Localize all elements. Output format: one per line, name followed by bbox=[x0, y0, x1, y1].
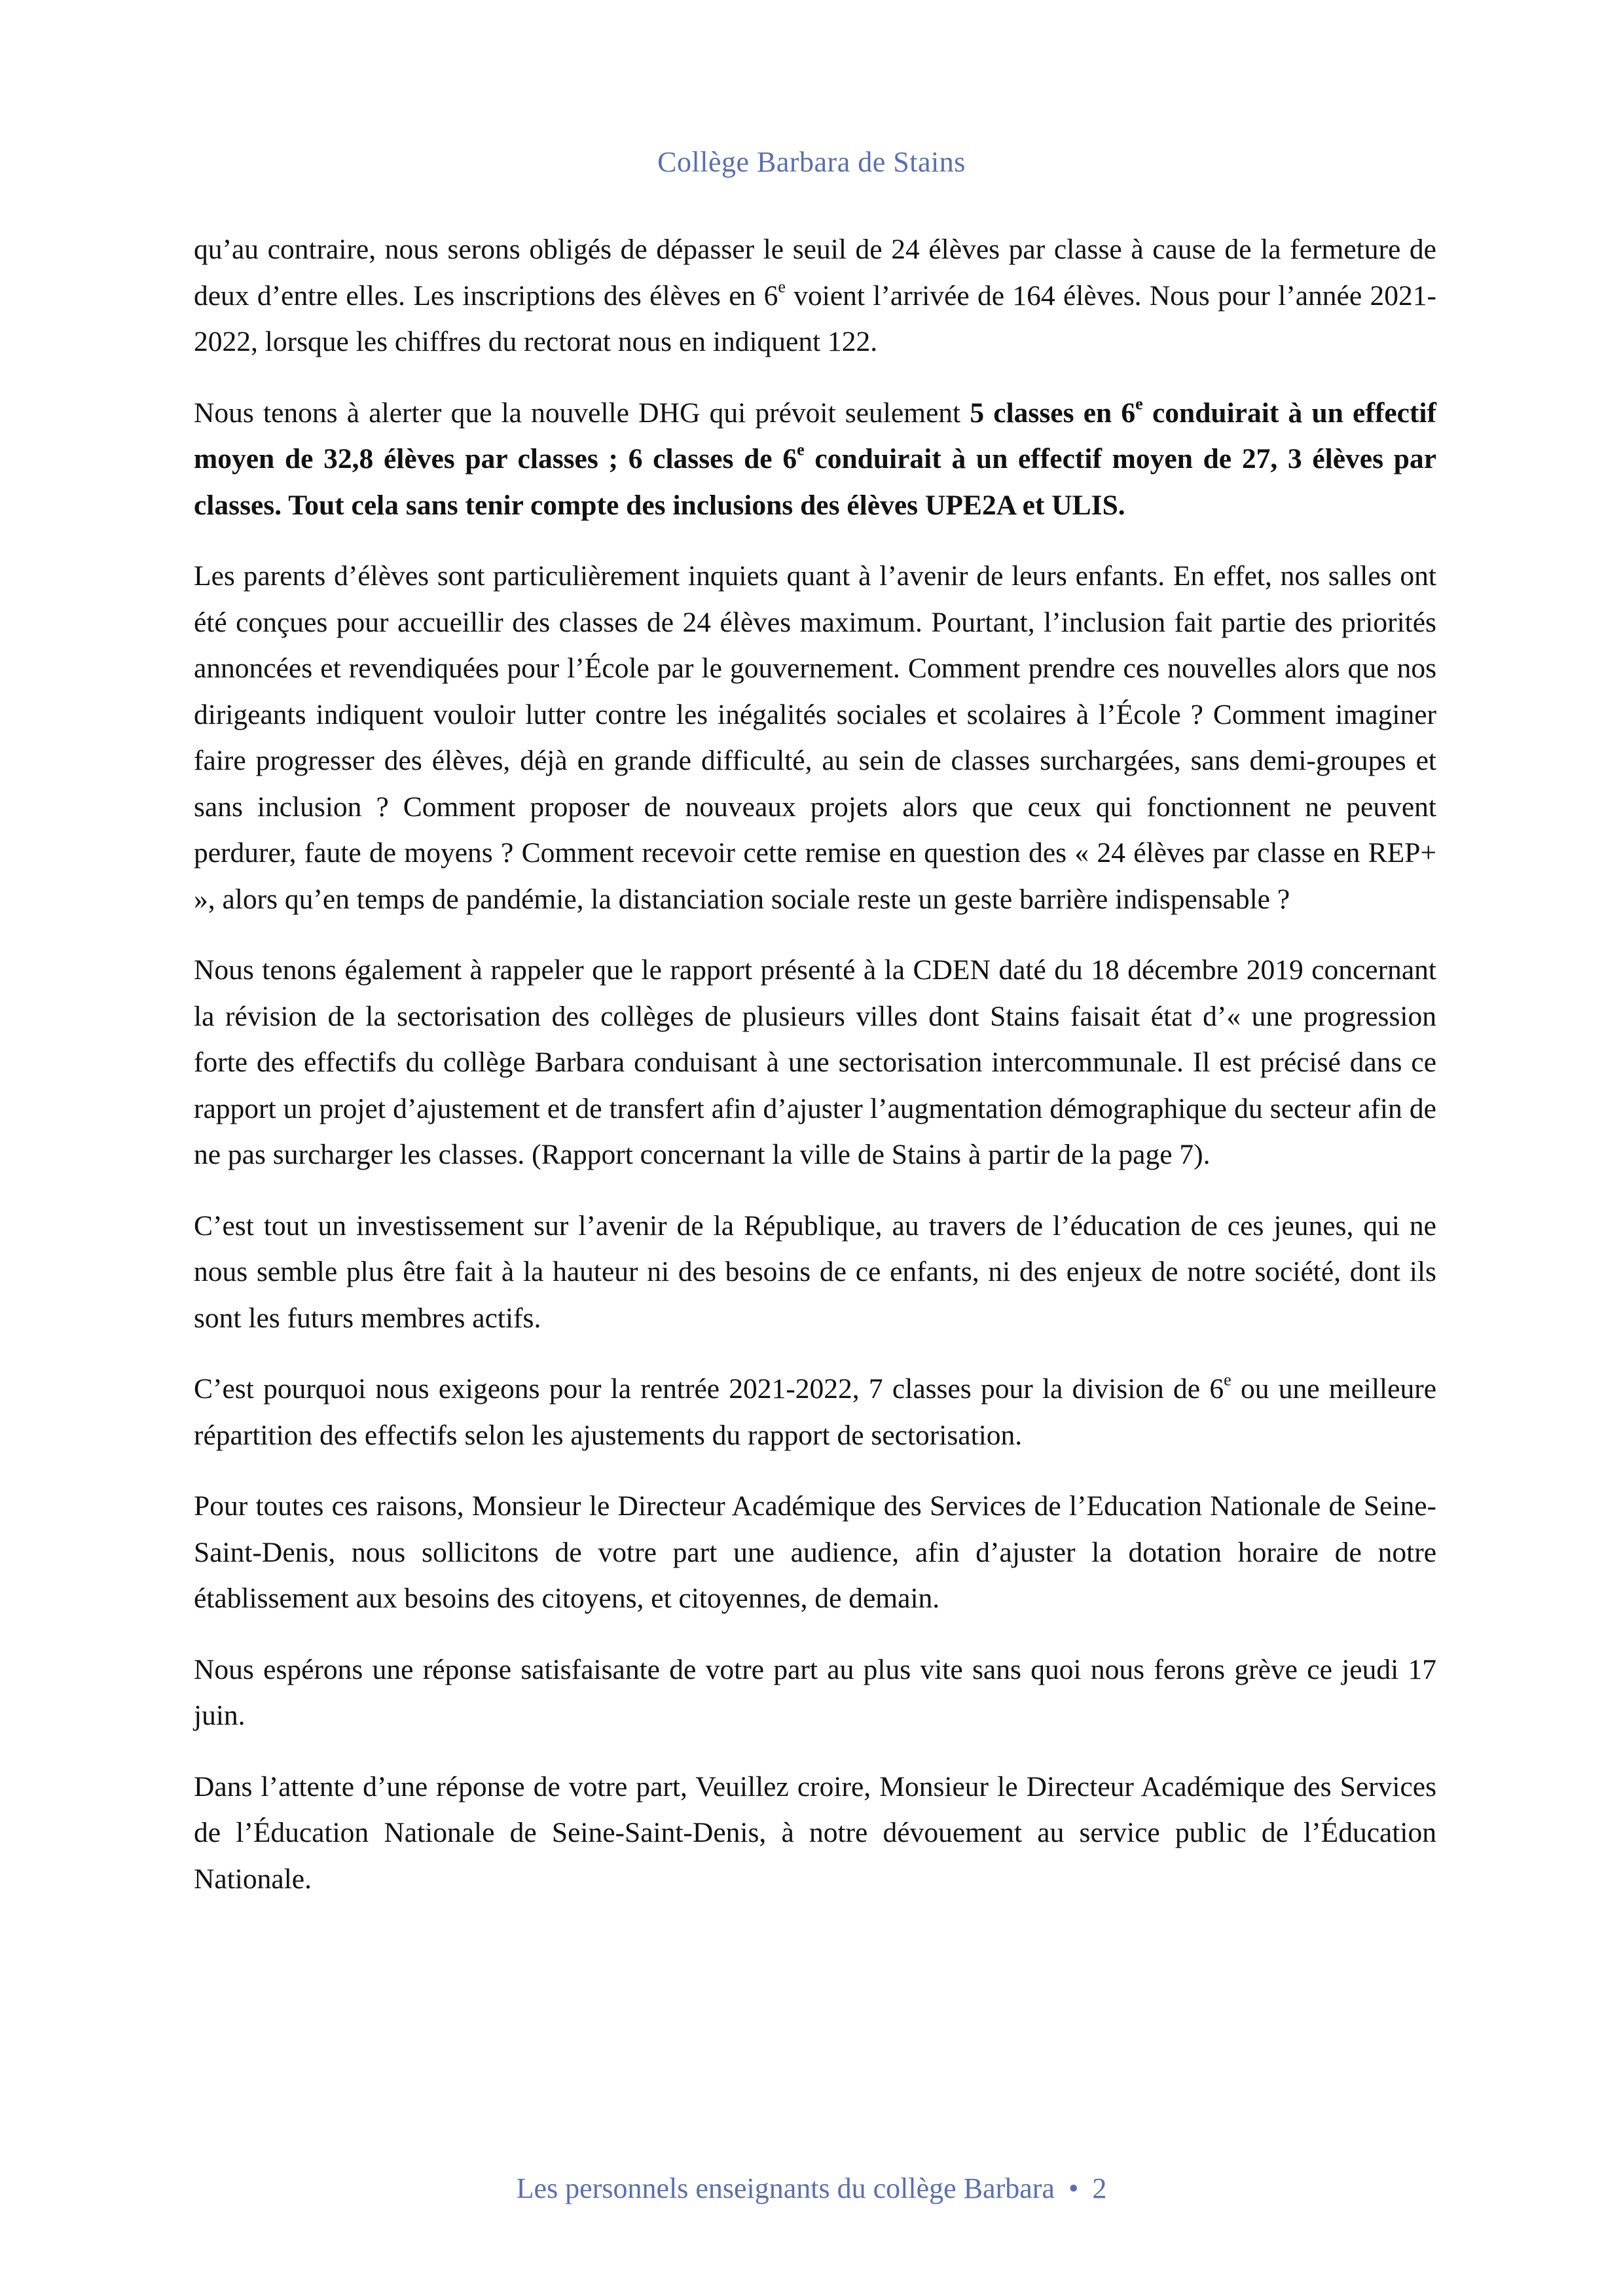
paragraph bbox=[194, 1647, 1436, 1739]
bold-text: 5 classes en 6 bbox=[970, 397, 1136, 429]
text-run: Nous tenons à alerter que la nouvelle DHG qui prévoit seulement bbox=[194, 397, 970, 429]
superscript: e bbox=[797, 440, 805, 459]
superscript: e bbox=[1224, 1370, 1231, 1390]
bold-text: conduirait à un effectif moyen de 27, 3 élèves par classes. Tout cela sans tenir compte des inclusions des élèves UPE2A et ULIS. bbox=[194, 443, 1437, 521]
superscript: e bbox=[778, 276, 786, 296]
text-run: Les parents d’élèves sont particulièrement inquiets quant à l’avenir de leurs enfants. En effet, nos salles ont été conçues pour accueillir des classes de 24 élèves maximum. Pourtant, l’inclusion fait partie des priorités annoncées et revendiquées pour l’École par le gouvernement. Comment prendre ces nouvelles alors que nos dirigeants indiquent vouloir lutter contre les inégalités sociales et scolaires à l’École ? Comment imaginer faire progresser des élèves, déjà en grande difficulté, au sein de classes surchargées, sans demi-groupes et sans inclusion ? Comment proposer de nouveaux projets alors que ceux qui fonctionnent ne peuvent perdurer, faute de moyens ? Comment recevoir cette remise en question des « 24 élèves par classe en REP+ », alors qu’en temps de pandémie, la distanciation sociale reste un geste barrière indispensable ? bbox=[194, 560, 1436, 915]
paragraph bbox=[194, 390, 1436, 529]
bold-text: conduirait à un effectif moyen de 32,8 élèves par classes ; 6 classes de 6 bbox=[194, 397, 1436, 475]
text-run: Nous espérons une réponse satisfaisante de votre part au plus vite sans quoi nous ferons grève ce jeudi 17 juin. bbox=[194, 1653, 1436, 1731]
page-footer bbox=[0, 2172, 1623, 2205]
paragraph bbox=[194, 1203, 1436, 1342]
footer-text: Les personnels enseignants du collège Barbara bbox=[516, 2172, 1055, 2204]
text-run: Pour toutes ces raisons, Monsieur le Directeur Académique des Services de l’Education Nationale de Seine-Saint-Denis, nous sollicitons de votre part une audience, afin d’ajuster la dotation horaire de notre établissement aux besoins des citoyens, et citoyennes, de demain. bbox=[194, 1490, 1436, 1614]
text-run: ou une meilleure répartition des effectifs selon les ajustements du rapport de sectorisation. bbox=[194, 1373, 1436, 1451]
text-run: C’est tout un investissement sur l’avenir de la République, au travers de l’éducation de ces jeunes, qui ne nous semble plus être fait à la hauteur ni des besoins de ce enfants, ni des enjeux de notre société, dont ils sont les futurs membres actifs. bbox=[194, 1210, 1436, 1334]
paragraph bbox=[194, 1483, 1436, 1622]
text-run: Nous tenons également à rappeler que le rapport présenté à la CDEN daté du 18 décembre 2019 concernant la révision de la sectorisation des collèges de plusieurs villes dont Stains faisait état d’« une progression forte des effectifs du collège Barbara conduisant à une sectorisation intercommunale. Il est précisé dans ce rapport un projet d’ajustement et de transfert afin d’ajuster l’augmentation démographique du secteur afin de ne pas surcharger les classes. (Rapport concernant la ville de Stains à partir de la page 7). bbox=[194, 954, 1436, 1170]
header-title: Collège Barbara de Stains bbox=[657, 146, 966, 178]
paragraph bbox=[194, 1764, 1436, 1903]
page-number: 2 bbox=[1092, 2172, 1107, 2204]
text-run: Dans l’attente d’une réponse de votre part, Veuillez croire, Monsieur le Directeur Académique des Services de l’Éducation Nationale de Seine-Saint-Denis, à notre dévouement au service public de l’Éducation Nationale. bbox=[194, 1770, 1436, 1895]
paragraph bbox=[194, 226, 1436, 365]
page-header bbox=[0, 145, 1623, 179]
text-run: qu’au contraire, nous serons obligés de dépasser le seuil de 24 élèves par classe à cause de la fermeture de deux d’entre elles. Les inscriptions des élèves en 6 bbox=[194, 234, 1436, 312]
text-run: C’est pourquoi nous exigeons pour la rentrée 2021-2022, 7 classes pour la division de 6 bbox=[194, 1373, 1224, 1405]
paragraph bbox=[194, 1366, 1436, 1458]
paragraph bbox=[194, 553, 1436, 922]
superscript: e bbox=[1135, 393, 1143, 413]
letter-body bbox=[194, 226, 1436, 1927]
text-run: voient l’arrivée de 164 élèves. Nous pour l’année 2021-2022, lorsque les chiffres du rectorat nous en indiquent 122. bbox=[194, 279, 1436, 357]
footer-bullet: • bbox=[1068, 2172, 1079, 2204]
paragraph bbox=[194, 947, 1436, 1178]
